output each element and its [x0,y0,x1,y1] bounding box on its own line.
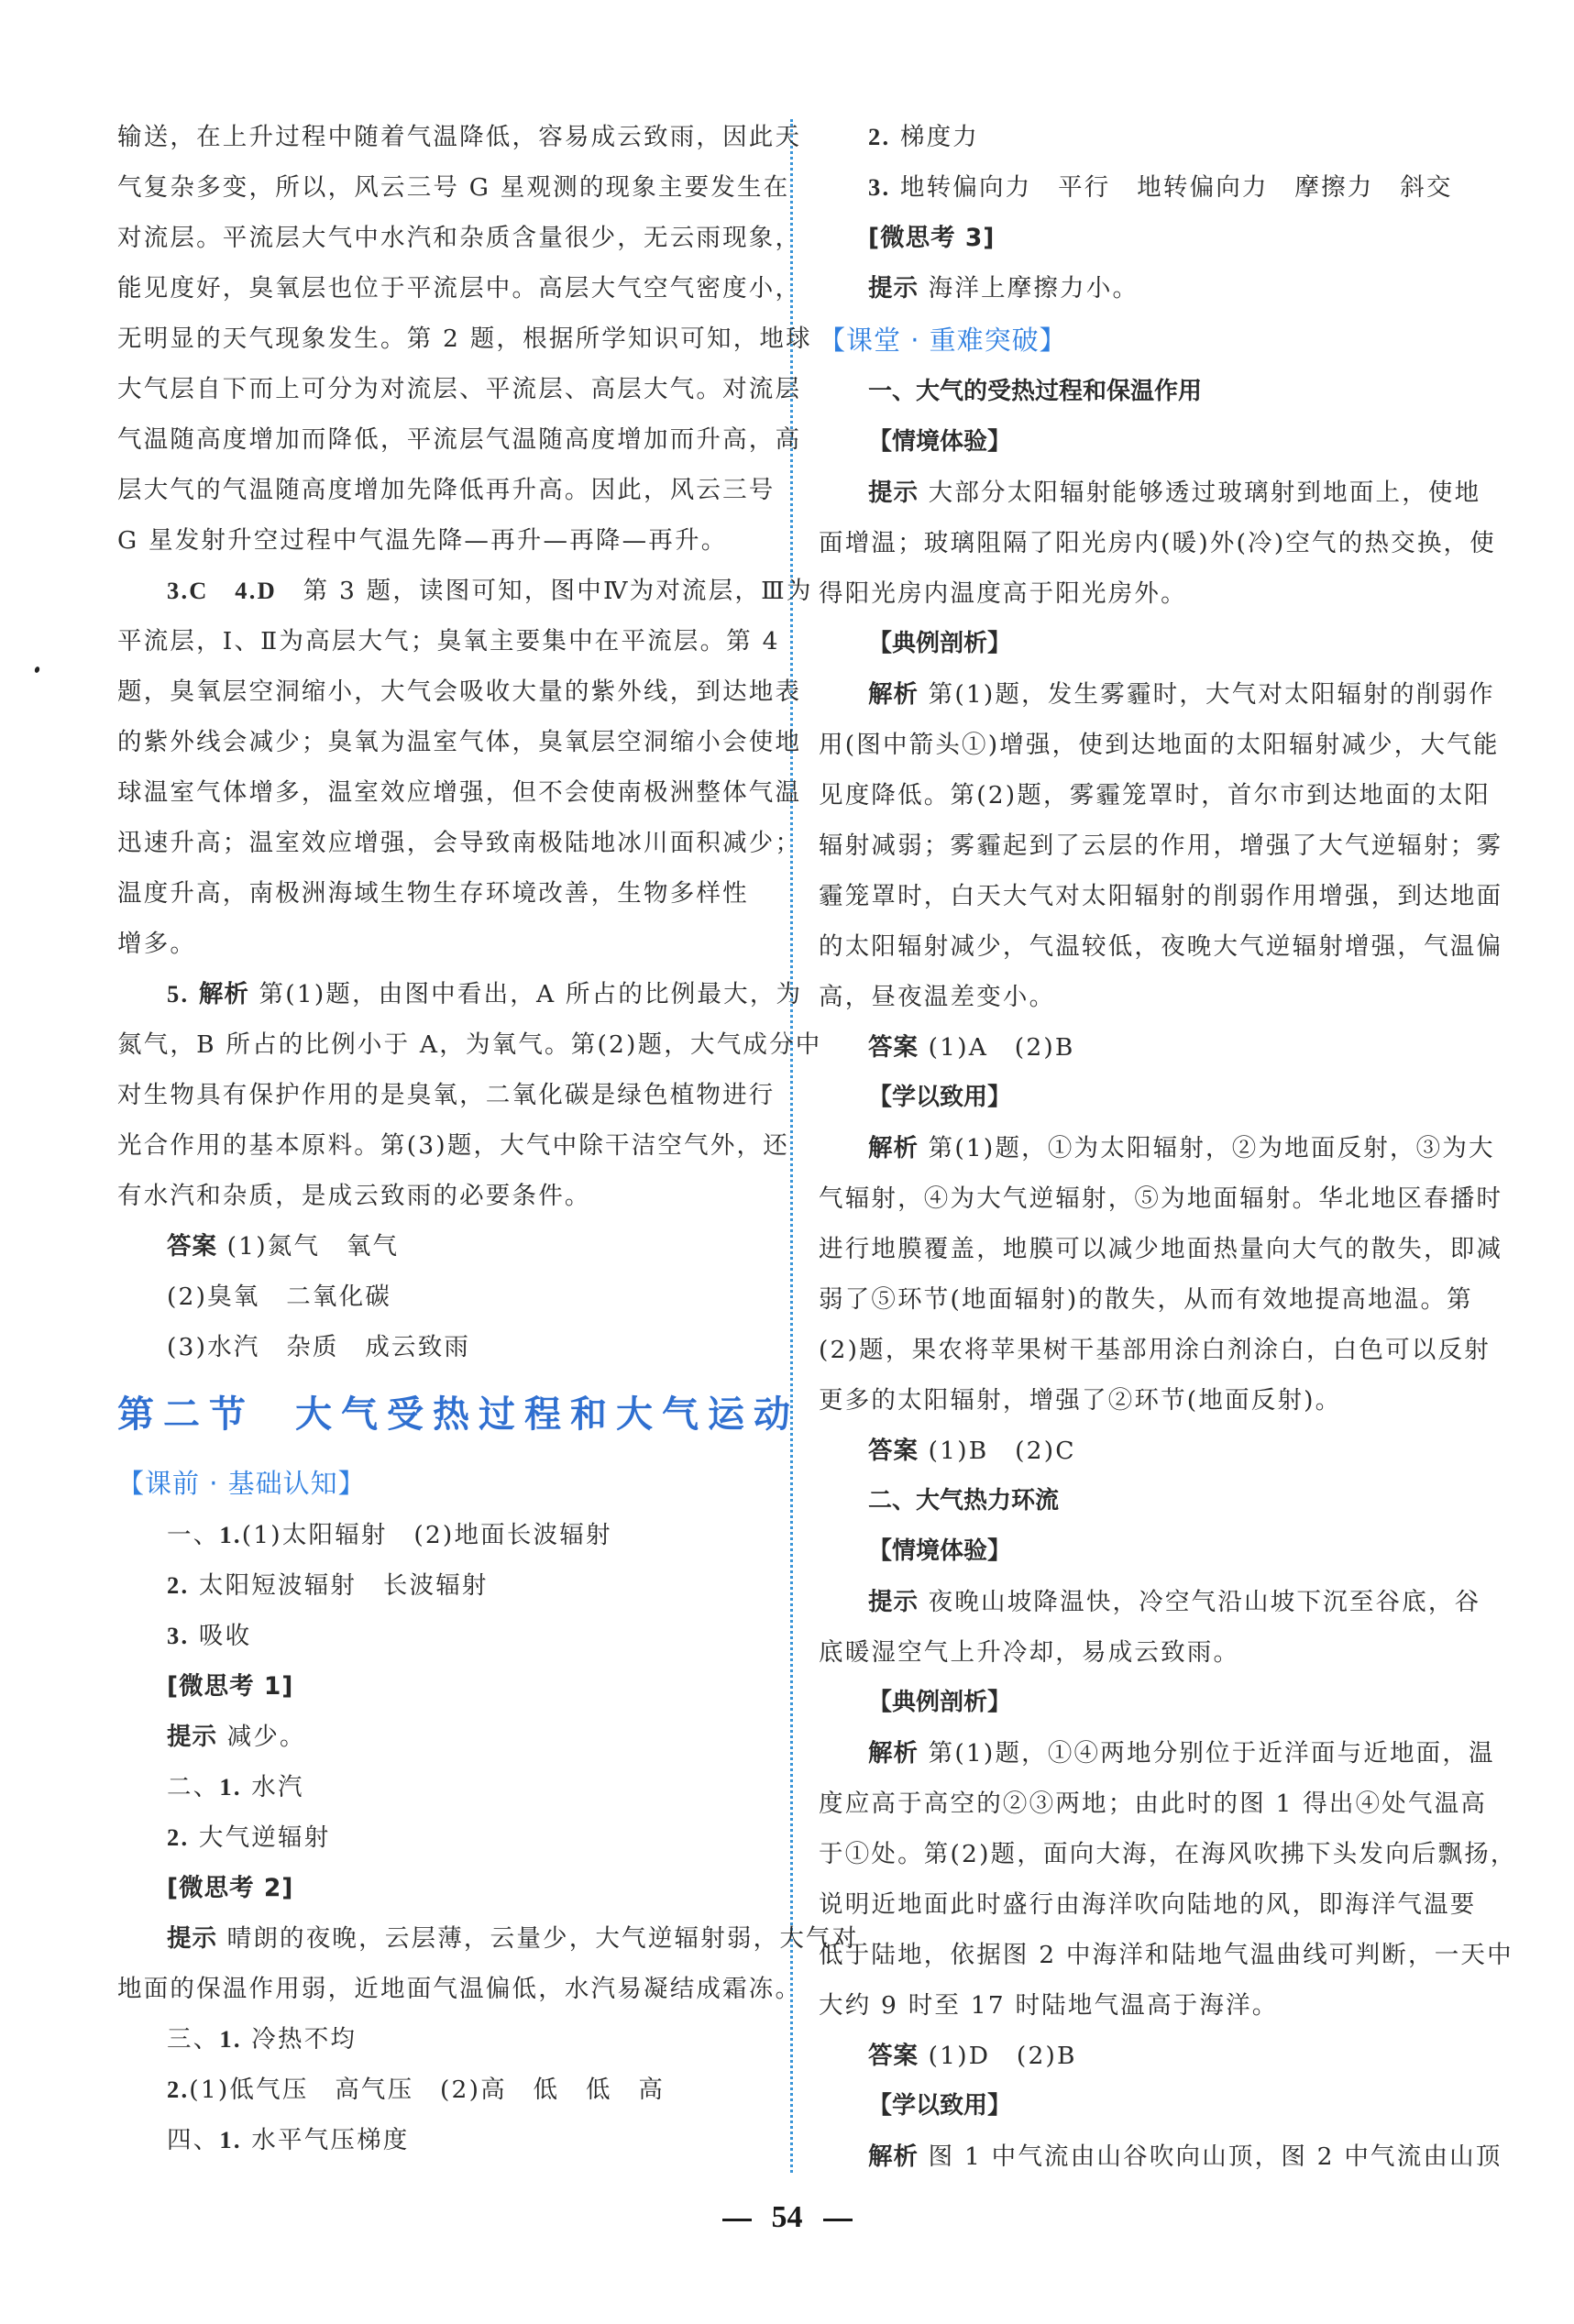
scenario-heading: 【情境体验】 [868,428,1012,456]
item-text: 地转偏向力 平行 地转偏向力 摩擦力 斜交 [890,173,1453,202]
pre-class-heading: 【课前 · 基础认知】 [117,1468,366,1499]
item-text: (1)太阳辐射 (2)地面长波辐射 [241,1521,612,1549]
text-line [819,1123,1495,1173]
hint-label: 提示 [167,1924,217,1953]
question-number: 5. [167,980,190,1008]
answer-text: (1)氮气 氧气 [217,1232,400,1261]
text-line: 增多。 [117,930,197,958]
text-line: 度应高于高空的②③两地；由此时的图 1 得出④处气温高 [819,1790,1488,1818]
text-line: 更多的太阳辐射，增强了②环节(地面反射)。 [819,1386,1342,1415]
text-span: 大部分太阳辐射能够透过玻璃射到地面上，使地 [919,479,1481,507]
text-line: 用(图中箭头①)增强，使到达地面的太阳辐射减少，大气能 [819,731,1500,759]
analysis-label: 解析 [868,680,919,709]
hint-text: 海洋上摩擦力小。 [919,274,1139,303]
hint-text: 减少。 [217,1723,306,1751]
text-line [819,1577,1481,1627]
text-line [819,2131,1502,2182]
page-number [0,2200,1574,2235]
text-line: 得阳光房内温度高于阳光房外。 [819,579,1187,608]
item-prefix: 二、 [167,1773,220,1801]
text-span: 第(1)题，①为太阳辐射，②为地面反射，③为大 [919,1134,1495,1162]
item-number: 1. [219,1773,242,1801]
text-line: 于①处。第(2)题，面向大海，在海风吹拂下头发向后飘扬， [819,1840,1517,1868]
hint-line [117,1913,859,1964]
text-line: 见度降低。第(2)题，雾霾笼罩时，首尔市到达地面的太阳 [819,781,1491,810]
topic-title: 二、大气热力环流 [868,1487,1060,1514]
dash-right [823,2219,853,2221]
item-number: 3. [167,1622,190,1649]
text-line: 输送，在上升过程中随着气温降低，容易成云致雨，因此天 [117,123,802,151]
think-label: [微思考 2] [167,1874,294,1902]
text-span: 第 3 题，读图可知，图中Ⅳ为对流层，Ⅲ为 [276,577,813,605]
section-title [117,1372,799,1457]
question-3-4-explanation [117,566,813,969]
item-prefix: 一、 [167,1521,220,1549]
item-number: 1. [219,2126,242,2153]
topic-2 [819,1476,1517,2182]
answer-line [819,1022,1477,1073]
item-text: 水汽 [241,1773,304,1801]
hint-label: 提示 [868,274,919,303]
answer-item [117,2115,776,2165]
text-line: 无明显的天气现象发生。第 2 题，根据所学知识可知，地球 [117,325,812,353]
text-span: 夜晚山坡降温快，冷空气沿山坡下沉至谷底，谷 [919,1588,1481,1616]
text-line [117,566,813,616]
hint-label: 提示 [868,479,919,507]
apply-heading: 【学以致用】 [868,2092,1012,2120]
hint-text: 晴朗的夜晚，云层薄，云量少，大气逆辐射弱，大气对 [217,1924,859,1953]
hint-label: 提示 [868,1588,919,1616]
intro-paragraph [117,112,812,566]
text-line [117,969,803,1019]
text-span: 第(1)题，由图中看出，A 所占的比例最大，为 [248,980,803,1008]
answer-line: (2)臭氧 二氧化碳 [167,1283,392,1311]
answer-line [117,1221,776,1272]
text-line: 进行地膜覆盖，地膜可以减少地面热量向大气的散失，即减 [819,1235,1503,1263]
answer-text: (1)A (2)B [919,1033,1075,1062]
item-text: 大气逆辐射 [189,1823,331,1852]
dash-left [722,2219,752,2221]
text-line: 气辐射，④为大气逆辐射，⑤为地面辐射。华北地区春播时 [819,1184,1503,1213]
text-line: 大气层自下而上可分为对流层、平流层、高层大气。对流层 [117,375,802,403]
analysis-label: 解析 [198,980,249,1008]
example-heading: 【典例剖析】 [868,1689,1012,1716]
item-prefix: 三、 [167,2025,220,2054]
think-label: [微思考 3] [868,224,996,252]
item-text: 太阳短波辐射 长波辐射 [189,1571,489,1600]
in-class-heading: 【课堂 · 重难突破】 [819,325,1067,356]
answer-item [117,1560,776,1611]
text-line: 气温随高度增加而降低，平流层气温随高度增加而升高，高 [117,425,802,454]
text-line [819,1728,1495,1779]
text-line: (2)题，果农将苹果树干基部用涂白剂涂白，白色可以反射 [819,1336,1491,1364]
text-line: 平流层，Ⅰ、Ⅱ为高层大气；臭氧主要集中在平流层。第 4 [117,627,780,655]
text-line: 题，臭氧层空洞缩小，大气会吸收大量的紫外线，到达地表 [117,677,802,706]
text-line: 底暖湿空气上升冷却，易成云致雨。 [819,1638,1240,1667]
text-line: 氮气，B 所占的比例小于 A，为氧气。第(2)题，大气成分中 [117,1030,822,1059]
answer-key: 3.C 4.D [167,577,277,604]
text-line: 大约 9 时至 17 时陆地气温高于海洋。 [819,1991,1279,2020]
answer-text: (1)D (2)B [919,2042,1077,2070]
topic-1 [819,367,1503,1476]
text-line: 辐射减弱；雾霾起到了云层的作用，增强了大气逆辐射；雾 [819,832,1503,860]
text-line: 层大气的气温随高度增加先降低再升高。因此，风云三号 [117,476,776,504]
item-number: 2. [167,2076,190,2103]
item-text: 梯度力 [890,123,980,151]
answer-label: 答案 [868,2042,919,2070]
hint-line [819,263,1477,314]
hint-label: 提示 [167,1723,217,1751]
scan-speck [34,666,40,673]
item-text: (1)低气压 高气压 (2)高 低 低 高 [189,2076,666,2104]
answer-label: 答案 [868,1437,919,1465]
answer-item [819,112,1477,162]
pre-class-answers [117,1510,859,2165]
text-span: 第(1)题，①④两地分别位于近洋面与近地面，温 [919,1739,1495,1768]
analysis-label: 解析 [868,1134,919,1162]
answer-item [117,1812,776,1863]
page-number-value: 54 [771,2200,803,2234]
question-5-explanation [117,969,822,1372]
item-number: 1. [219,2025,242,2053]
hint-line: 地面的保温作用弱，近地面气温偏低，水汽易凝结成霜冻。 [117,1975,802,2003]
answer-item [117,1611,776,1661]
item-number: 2. [868,123,891,150]
text-line [819,669,1495,720]
section-name: 大气受热过程和大气运动 [295,1393,799,1436]
text-line: 有水汽和杂质，是成云致雨的必要条件。 [117,1182,591,1210]
analysis-label: 解析 [868,2142,919,2171]
think-label: [微思考 1] [167,1672,294,1701]
topic-title: 一、大气的受热过程和保温作用 [868,378,1203,405]
answer-item [117,1510,776,1560]
item-text: 水平气压梯度 [241,2126,410,2154]
scenario-heading: 【情境体验】 [868,1537,1012,1565]
hint-line [117,1712,776,1762]
text-line: 能见度好，臭氧层也位于平流层中。高层大气空气密度小， [117,274,802,303]
text-span: 图 1 中气流由山谷吹向山顶，图 2 中气流由山顶 [919,2142,1502,2171]
text-line: 低于陆地，依据图 2 中海洋和陆地气温曲线可判断，一天中 [819,1941,1513,1969]
text-line: 面增温；玻璃阻隔了阳光房内(暖)外(冷)空气的热交换，使 [819,529,1496,557]
apply-heading: 【学以致用】 [868,1084,1012,1111]
section-number: 第二节 [117,1393,255,1436]
text-span: 第(1)题，发生雾霾时，大气对太阳辐射的削弱作 [919,680,1495,709]
answer-item [117,2014,776,2065]
left-column [117,112,859,2165]
text-line: 的紫外线会减少；臭氧为温室气体，臭氧层空洞缩小会使地 [117,728,802,756]
item-number: 3. [868,173,891,201]
text-line: 气复杂多变，所以，风云三号 G 星观测的现象主要发生在 [117,173,790,202]
answer-item [819,162,1477,213]
text-line: 对流层。平流层大气中水汽和杂质含量很少，无云雨现象， [117,224,802,252]
answer-item [117,1762,776,1812]
analysis-label: 解析 [868,1739,919,1768]
answer-line [819,2031,1477,2081]
item-number: 1. [219,1521,242,1548]
text-line: G 星发射升空过程中气温先降—再升—再降—再升。 [117,526,728,555]
text-line: 温度升高，南极洲海域生物生存环境改善，生物多样性 [117,879,749,908]
item-number: 2. [167,1823,190,1851]
item-prefix: 四、 [167,2126,220,2154]
text-line: 的太阳辐射减少，气温较低，夜晚大气逆辐射增强，气温偏 [819,932,1503,961]
item-number: 2. [167,1571,190,1599]
answer-line: (3)水汽 杂质 成云致雨 [167,1333,471,1361]
text-line: 高，昼夜温差变小。 [819,983,1056,1011]
text-line: 弱了⑤环节(地面辐射)的散失，从而有效地提高地温。第 [819,1285,1473,1314]
answer-line [819,1426,1477,1476]
answer-label: 答案 [868,1033,919,1062]
text-line: 迅速升高；温室效应增强，会导致南极陆地冰川面积减少； [117,829,802,857]
text-line: 说明近地面此时盛行由海洋吹向陆地的风，即海洋气温要 [819,1890,1477,1919]
text-line: 霾笼罩时，白天大气对太阳辐射的削弱作用增强，到达地面 [819,882,1503,910]
text-line: 光合作用的基本原料。第(3)题，大气中除干洁空气外，还 [117,1131,789,1160]
item-text: 吸收 [189,1622,252,1650]
item-text: 冷热不均 [241,2025,358,2054]
text-line [819,468,1481,518]
right-column [819,112,1517,2182]
answer-item [117,2065,776,2115]
answer-label: 答案 [167,1232,217,1261]
answer-text: (1)B (2)C [919,1437,1076,1465]
text-line: 对生物具有保护作用的是臭氧，二氧化碳是绿色植物进行 [117,1081,776,1109]
example-heading: 【典例剖析】 [868,630,1012,657]
text-line: 球温室气体增多，温室效应增强，但不会使南极洲整体气温 [117,778,802,807]
